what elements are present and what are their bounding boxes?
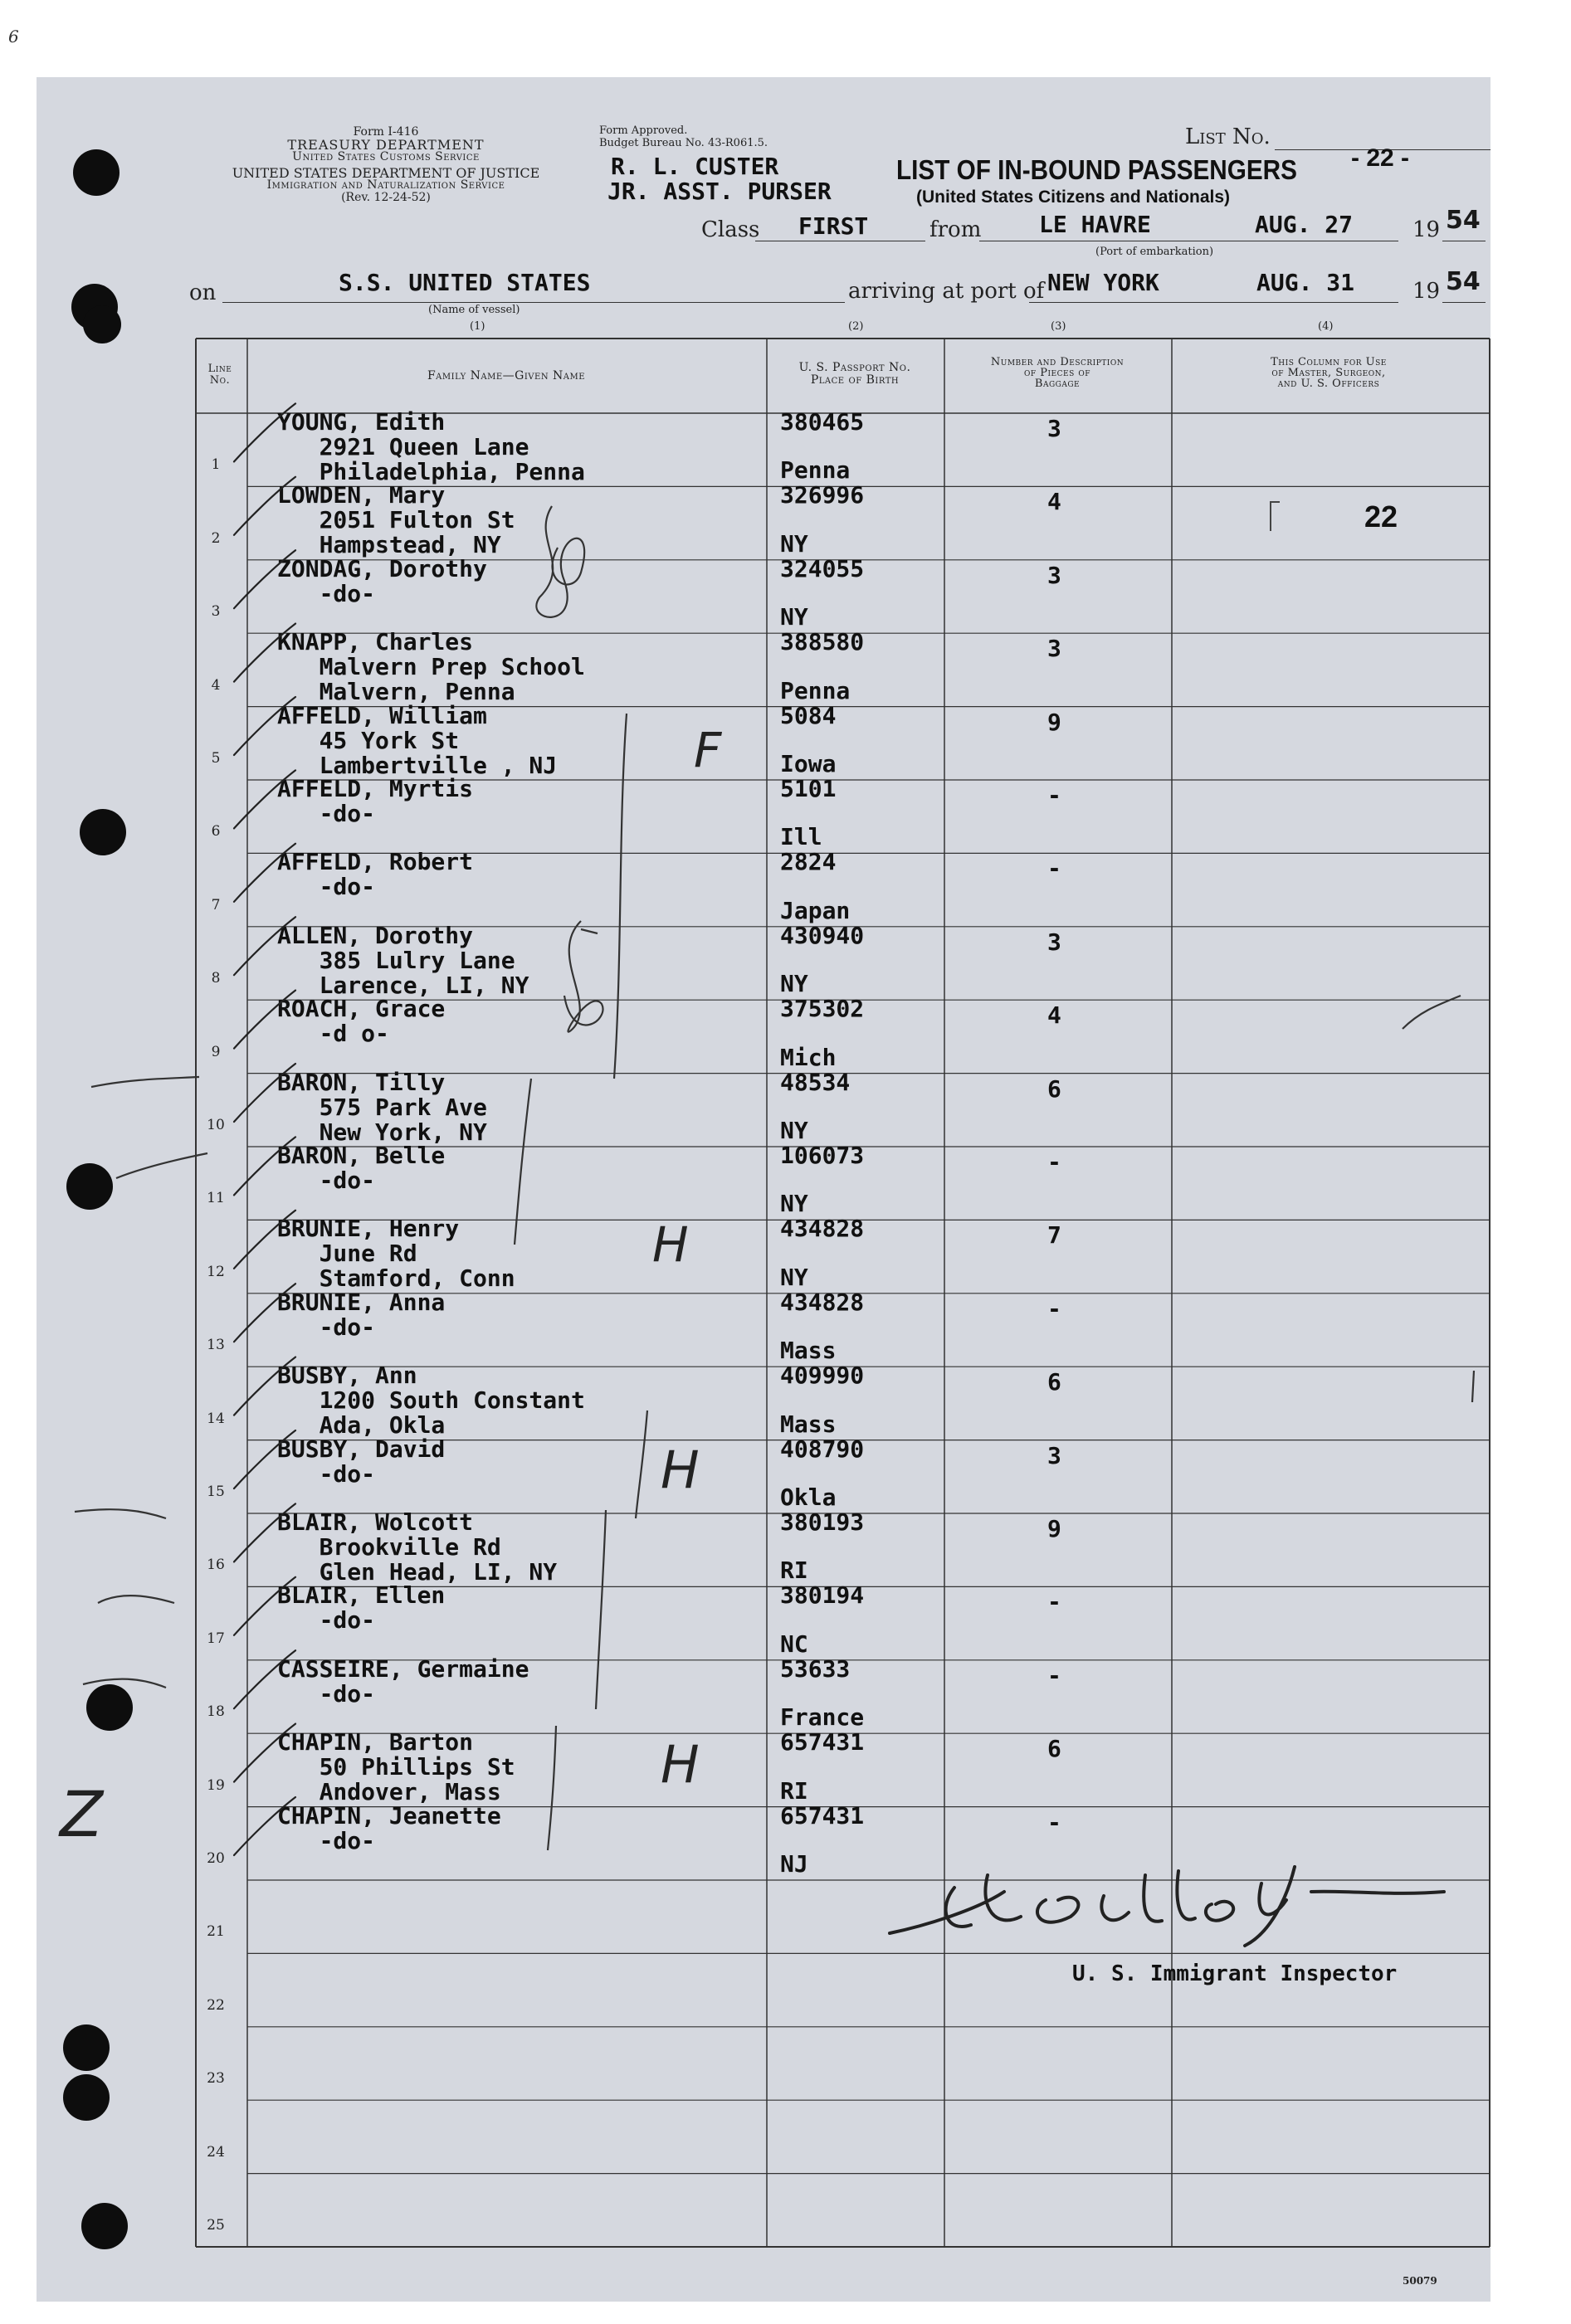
inspector-signature — [880, 1859, 1452, 1950]
line-number: 17 — [207, 1630, 225, 1647]
arrival-date: AUG. 31 — [1256, 269, 1355, 296]
passenger-name-address: CHAPIN, Jeanette -do- — [277, 1801, 501, 1854]
passport-number: 375302 — [780, 995, 865, 1023]
place-of-birth: Penna — [780, 456, 851, 485]
place-of-birth: Iowa — [780, 750, 837, 777]
passenger-name-address: BARON, Tilly 575 Park Ave New York, NY — [277, 1068, 487, 1146]
line-number: 10 — [207, 1117, 225, 1133]
place-of-birth: Mass — [780, 1410, 837, 1438]
from-label: from — [929, 217, 982, 242]
baggage-count: - — [1047, 1148, 1061, 1176]
column-number-1: (1) — [470, 320, 485, 333]
port-embarkation-caption: (Port of embarkation) — [1095, 246, 1214, 258]
baggage-count: 3 — [1047, 635, 1061, 663]
passenger-name-address: CHAPIN, Barton 50 Phillips St Andover, Mass — [277, 1728, 515, 1806]
line-number: 1 — [211, 456, 221, 474]
line-number: 11 — [207, 1190, 225, 1207]
check-mark — [234, 1211, 295, 1269]
baggage-count: 3 — [1047, 561, 1061, 589]
passenger-name-address: BLAIR, Wolcott Brookville Rd Glen Head, LI, NY — [277, 1508, 558, 1586]
arrival-year-prefix: 19 — [1412, 279, 1441, 304]
passport-number: 408790 — [780, 1435, 865, 1463]
check-mark — [234, 1724, 295, 1782]
line-number: 6 — [211, 823, 221, 840]
passenger-name-address: AFFELD, William 45 York St Lambertville , NJ — [277, 701, 558, 779]
baggage-count: - — [1047, 855, 1061, 883]
column-number-2: (2) — [848, 320, 864, 333]
class-label: Class — [701, 217, 760, 242]
vessel-caption: (Name of vessel) — [428, 304, 520, 316]
embark-year: 54 — [1446, 206, 1481, 235]
check-mark — [234, 844, 295, 902]
handwritten-h-12: H — [652, 1216, 689, 1273]
place-of-birth: NY — [780, 1190, 808, 1218]
place-of-birth: NC — [780, 1630, 808, 1658]
baggage-count: - — [1047, 1588, 1061, 1616]
passenger-name-address: BRUNIE, Henry June Rd Stamford, Conn — [277, 1215, 515, 1293]
line-number: 14 — [207, 1410, 225, 1427]
line-number: 13 — [207, 1337, 225, 1354]
handwritten-h-19: H — [661, 1734, 700, 1795]
class-value: FIRST — [798, 212, 869, 240]
list-no-value: - 22 - — [1351, 144, 1410, 172]
passport-number: 657431 — [780, 1801, 865, 1829]
header-line-no: Line No. — [207, 363, 232, 387]
place-of-birth: RI — [780, 1776, 808, 1805]
check-mark — [234, 697, 295, 755]
baggage-count: 3 — [1047, 928, 1061, 956]
baggage-count: 9 — [1047, 1515, 1061, 1542]
line-number: 8 — [211, 970, 221, 987]
place-of-birth: Mass — [780, 1337, 837, 1365]
place-of-birth: NY — [780, 603, 808, 631]
arrival-year: 54 — [1446, 267, 1481, 296]
line-number: 25 — [207, 2217, 225, 2234]
line-number: 3 — [211, 603, 221, 621]
check-mark — [234, 1577, 295, 1635]
baggage-count: 7 — [1047, 1221, 1061, 1250]
passport-number: 5101 — [780, 775, 837, 802]
passport-number: 380465 — [780, 408, 865, 436]
place-of-birth: Okla — [780, 1484, 837, 1511]
officer-mark-22: 22 — [1364, 499, 1398, 533]
passenger-name-address: BRUNIE, Anna -do- — [277, 1288, 446, 1341]
line-number: 21 — [207, 1923, 225, 1941]
baggage-count: - — [1047, 782, 1061, 809]
place-of-birth: Japan — [780, 896, 851, 924]
place-of-birth: RI — [780, 1557, 808, 1585]
passport-number: 2824 — [780, 848, 837, 876]
passport-number: 434828 — [780, 1288, 865, 1316]
passport-number: 48534 — [780, 1068, 851, 1096]
handwritten-f: F — [694, 722, 722, 778]
check-mark — [234, 550, 295, 608]
passenger-name-address: KNAPP, Charles Malvern Prep School Malvern, Penna — [277, 628, 585, 706]
purser-stamp: R. L. CUSTER JR. ASST. PURSER — [607, 153, 832, 205]
header-officers: This Column for Use of Master, Surgeon, and U. S. Officers — [1271, 356, 1387, 390]
embark-date: AUG. 27 — [1255, 211, 1354, 238]
place-of-birth: NY — [780, 970, 808, 998]
passport-number: 106073 — [780, 1142, 865, 1169]
margin-mark: Z — [60, 1777, 104, 1851]
arriving-label: arriving at port of — [848, 279, 1045, 304]
line-number: 16 — [207, 1557, 225, 1574]
passenger-name-address: AFFELD, Robert -do- — [277, 848, 474, 901]
passport-number: 657431 — [780, 1728, 865, 1756]
baggage-count: 6 — [1047, 1368, 1061, 1396]
check-mark — [234, 477, 295, 535]
place-of-birth: NY — [780, 529, 808, 558]
form-subtitle: (United States Citizens and Nationals) — [916, 188, 1231, 207]
header-family-name: Family Name—Given Name — [427, 369, 586, 382]
on-label: on — [189, 280, 217, 305]
baggage-count: 6 — [1047, 1735, 1061, 1763]
vessel-name: S.S. UNITED STATES — [339, 269, 591, 296]
passport-number: 380194 — [780, 1581, 865, 1610]
passenger-name-address: ZONDAG, Dorothy -do- — [277, 554, 487, 607]
check-mark — [234, 624, 295, 682]
line-number: 22 — [207, 1996, 225, 2014]
baggage-count: - — [1047, 1661, 1061, 1689]
line-number: 24 — [207, 2143, 225, 2161]
line-number: 18 — [207, 1703, 225, 1721]
check-mark — [234, 991, 295, 1049]
check-mark — [234, 1064, 295, 1122]
passport-number: 409990 — [780, 1362, 865, 1390]
check-mark — [234, 1137, 295, 1195]
passport-number: 324055 — [780, 554, 865, 582]
line-number: 20 — [207, 1850, 225, 1867]
header-passport: U. S. Passport No. Place of Birth — [798, 361, 911, 387]
passenger-name-address: ROACH, Grace -d o- — [277, 995, 446, 1048]
passenger-name-address: YOUNG, Edith 2921 Queen Lane Philadelphia, Penna — [277, 408, 585, 485]
check-mark — [234, 1357, 295, 1415]
baggage-count: 6 — [1047, 1074, 1061, 1103]
column-number-4: (4) — [1318, 320, 1334, 333]
check-mark — [234, 770, 295, 828]
corner-note: 6 — [8, 27, 19, 46]
check-mark — [234, 1284, 295, 1342]
baggage-count: 3 — [1047, 1441, 1061, 1469]
passenger-name-address: BUSBY, David -do- — [277, 1435, 446, 1488]
form-approval: Form Approved. Budget Bureau No. 43-R061.5. — [599, 124, 768, 149]
column-number-3: (3) — [1051, 320, 1066, 333]
check-mark — [234, 1503, 295, 1562]
footer-code: 50079 — [1403, 2275, 1437, 2287]
header-baggage: Number and Description of Pieces of Baggage — [990, 356, 1125, 390]
baggage-count: 4 — [1047, 1001, 1061, 1030]
check-mark — [234, 403, 295, 461]
place-of-birth: NY — [780, 1117, 808, 1144]
passenger-name-address: CASSEIRE, Germaine -do- — [277, 1654, 529, 1708]
check-mark — [234, 1650, 295, 1708]
baggage-count: 9 — [1047, 708, 1061, 736]
form-title: LIST OF IN-BOUND PASSENGERS — [896, 154, 1297, 185]
passenger-name-address: LOWDEN, Mary 2051 Fulton St Hampstead, NY — [277, 481, 515, 559]
passport-number: 326996 — [780, 481, 865, 509]
line-number: 15 — [207, 1484, 225, 1500]
check-mark — [234, 917, 295, 975]
passport-number: 380193 — [780, 1508, 865, 1536]
baggage-count: - — [1047, 1294, 1061, 1323]
passport-number: 434828 — [780, 1215, 865, 1243]
baggage-count: 4 — [1047, 488, 1061, 516]
place-of-birth: NY — [780, 1263, 808, 1291]
passenger-name-address: BUSBY, Ann 1200 South Constant Ada, Okla — [277, 1362, 585, 1440]
inspector-title: U. S. Immigrant Inspector — [1072, 1961, 1398, 1986]
passenger-name-address: BARON, Belle -do- — [277, 1142, 446, 1194]
handwritten-h-15: H — [661, 1440, 700, 1500]
passport-number: 430940 — [780, 921, 865, 949]
place-of-birth: Ill — [780, 823, 822, 851]
place-of-birth: NJ — [780, 1850, 808, 1878]
line-number: 4 — [211, 676, 221, 694]
port-embarkation: LE HAVRE — [1039, 211, 1151, 238]
place-of-birth: Penna — [780, 676, 851, 704]
list-no-label: List No. — [1185, 124, 1271, 149]
passenger-name-address: AFFELD, Myrtis -do- — [277, 775, 474, 827]
passenger-name-address: BLAIR, Ellen -do- — [277, 1581, 446, 1635]
place-of-birth: France — [780, 1703, 865, 1732]
line-number: 19 — [207, 1776, 225, 1794]
passport-number: 5084 — [780, 701, 837, 729]
baggage-count: - — [1047, 1808, 1061, 1836]
line-number: 9 — [211, 1043, 221, 1060]
place-of-birth: Mich — [780, 1043, 837, 1071]
line-number: 2 — [211, 529, 221, 547]
port-arrival: NEW YORK — [1047, 269, 1159, 296]
form-block: Form I-416 TREASURY DEPARTMENT United States Customs Service UNITED STATES DEPARTMENT OF JUSTICE Immigration and Naturalization Service (Rev. 12-24-52) — [232, 125, 540, 204]
passport-number: 53633 — [780, 1654, 851, 1683]
passenger-name-address: ALLEN, Dorothy 385 Lulry Lane Larence, LI, NY — [277, 921, 529, 999]
check-mark — [234, 1797, 295, 1855]
check-mark — [234, 1430, 295, 1488]
line-number: 12 — [207, 1263, 225, 1280]
passport-number: 388580 — [780, 628, 865, 656]
line-number: 7 — [211, 896, 221, 914]
baggage-count: 3 — [1047, 415, 1061, 442]
embark-year-prefix: 19 — [1412, 217, 1441, 242]
line-number: 5 — [211, 750, 221, 767]
line-number: 23 — [207, 2070, 225, 2088]
